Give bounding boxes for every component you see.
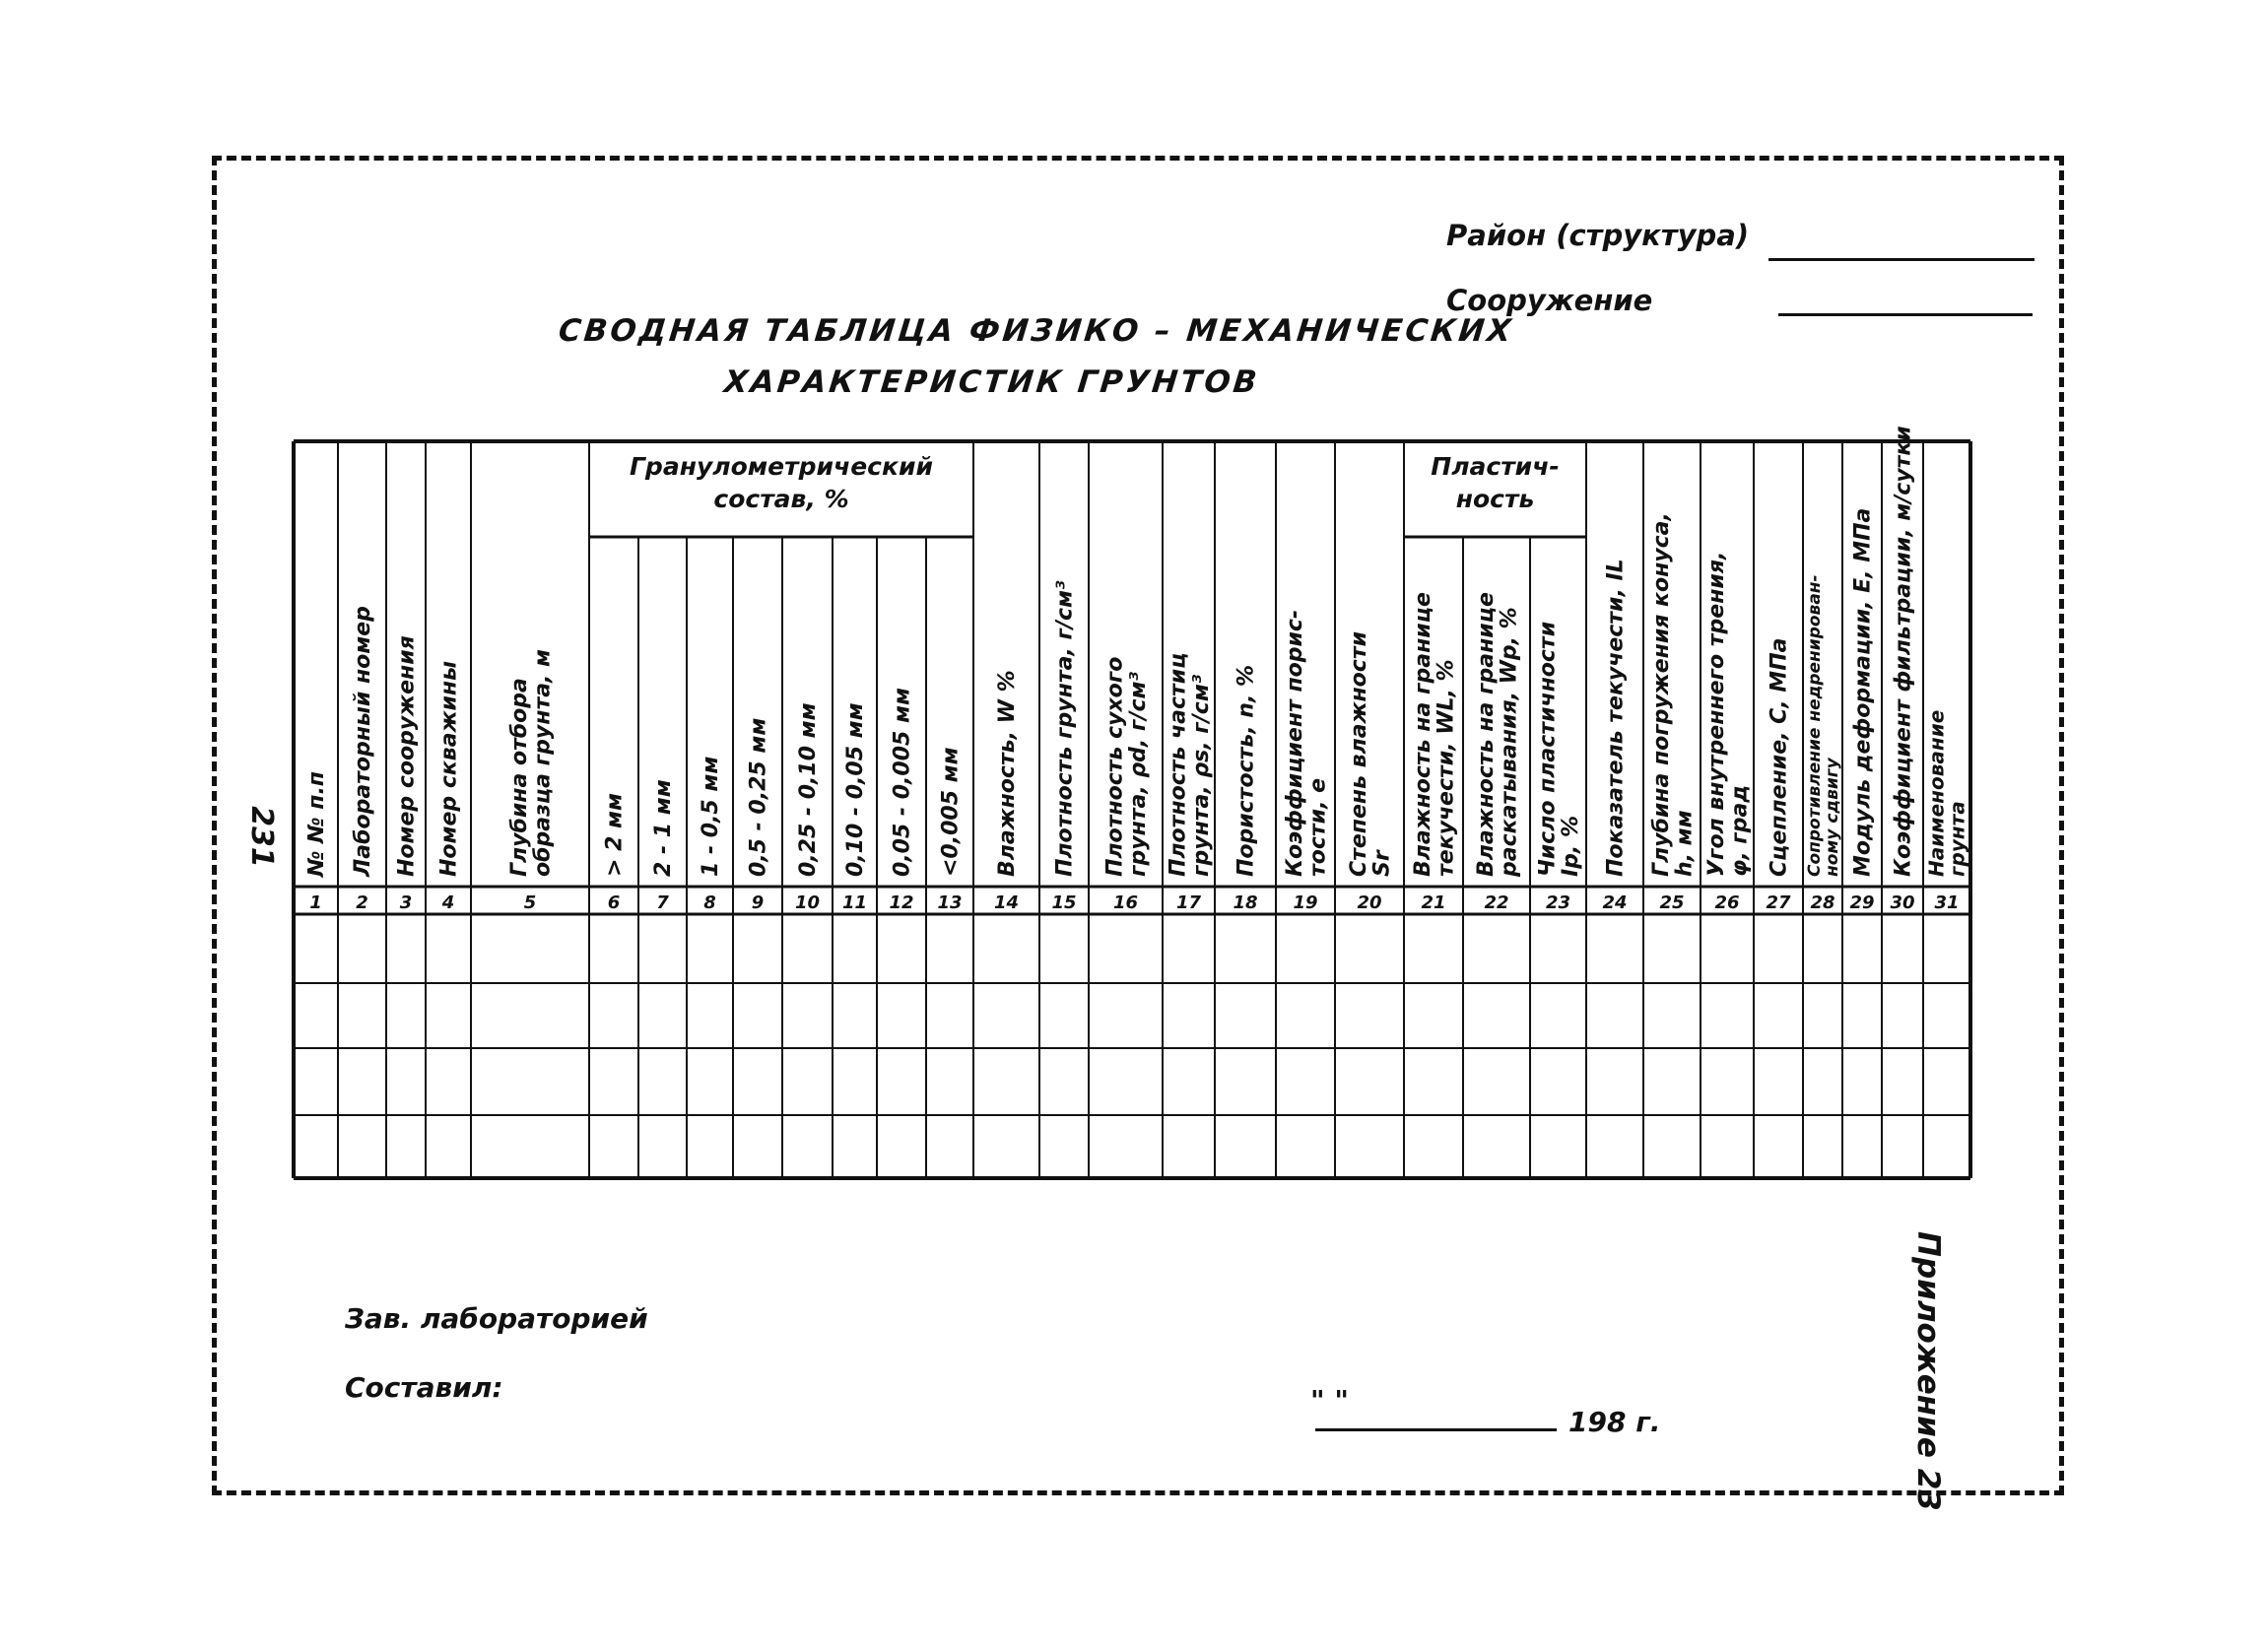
column-number-7: 7 xyxy=(656,892,669,913)
column-header-28-line2: ному сдвигу xyxy=(1822,758,1842,877)
column-number-31: 31 xyxy=(1934,892,1960,913)
column-header-15: Плотность грунта, г/см³ xyxy=(1052,580,1078,877)
column-header-31-line1: Наименование xyxy=(1924,709,1949,877)
column-header-23-line1: Число пластичности xyxy=(1535,621,1561,877)
column-header-19-line1: Коэффициент порис- xyxy=(1283,609,1308,877)
column-number-22: 22 xyxy=(1484,892,1509,913)
column-header-17-line1: Плотность частиц xyxy=(1166,652,1191,877)
column-header-26-line1: Угол внутреннего трения, xyxy=(1704,551,1730,877)
column-number-28: 28 xyxy=(1810,892,1835,913)
column-header-8: 1 - 0,5 мм xyxy=(699,756,724,877)
column-header-26-line2: φ, град xyxy=(1727,784,1753,877)
column-header-5-line1: Глубина отбора xyxy=(507,678,533,877)
column-header-22-line2: раскатывания, Wp, % xyxy=(1497,607,1522,877)
column-header-29: Модуль деформации, E, МПа xyxy=(1850,507,1876,877)
column-number-1: 1 xyxy=(309,892,322,913)
table-title-line1: СВОДНАЯ ТАБЛИЦА ФИЗИКО – МЕХАНИЧЕСКИХ xyxy=(557,313,1516,349)
compiled-label: Составил: xyxy=(345,1371,503,1404)
structure-label: Сооружение xyxy=(1446,284,1653,317)
plasticity-header-line1: Пластич- xyxy=(1431,452,1560,481)
granulometric-header-line1: Гранулометрический xyxy=(630,452,933,481)
table-title-line2: ХАРАКТЕРИСТИК ГРУНТОВ xyxy=(722,364,1262,400)
column-header-30: Коэффициент фильтрации, м/сутки xyxy=(1891,426,1916,877)
column-header-16-line1: Плотность сухого xyxy=(1102,656,1128,877)
column-number-13: 13 xyxy=(937,892,963,913)
column-header-4: Номер скважины xyxy=(436,661,462,877)
column-header-21-line1: Влажность на границе xyxy=(1411,592,1436,877)
district-label: Район (структура) xyxy=(1446,219,1750,252)
column-header-24: Показатель текучести, IL xyxy=(1603,559,1629,877)
column-header-28-line1: Сопротивление недренирован- xyxy=(1805,574,1826,877)
granulometric-header-line2: состав, % xyxy=(713,485,849,513)
column-header-25-line1: Глубина погружения конуса, xyxy=(1649,512,1675,877)
column-number-5: 5 xyxy=(523,892,537,913)
column-number-24: 24 xyxy=(1602,892,1628,913)
column-header-11: 0,10 - 0,05 мм xyxy=(843,702,869,877)
column-number-12: 12 xyxy=(889,892,914,913)
column-header-6: > 2 мм xyxy=(602,792,628,877)
head-lab-label: Зав. лабораторией xyxy=(345,1302,648,1335)
column-header-16-line2: грунта, ρd, г/см³ xyxy=(1125,671,1151,877)
column-header-3: Номер сооружения xyxy=(394,635,420,877)
column-number-16: 16 xyxy=(1112,892,1139,913)
column-number-6: 6 xyxy=(607,892,621,913)
column-number-8: 8 xyxy=(703,892,716,913)
column-header-19-line2: тости, e xyxy=(1305,777,1331,877)
page-number: 231 xyxy=(243,806,279,868)
column-number-29: 29 xyxy=(1849,892,1875,913)
column-header-20-line1: Степень влажности xyxy=(1347,630,1372,877)
column-number-11: 11 xyxy=(841,892,868,913)
column-header-27: Сцепление, C, МПа xyxy=(1767,637,1792,877)
column-header-12: 0,05 - 0,005 мм xyxy=(890,688,915,877)
column-header-31-line2: грунта xyxy=(1945,801,1969,877)
column-number-17: 17 xyxy=(1175,892,1202,913)
column-header-23-line2: Ip, % xyxy=(1558,816,1583,877)
column-header-7: 2 - 1 мм xyxy=(651,779,677,877)
column-number-25: 25 xyxy=(1659,892,1685,913)
column-header-17-line2: грунта, ρs, г/см³ xyxy=(1188,674,1214,877)
column-number-23: 23 xyxy=(1545,892,1571,913)
plasticity-header-line2: ность xyxy=(1455,485,1535,513)
column-header-13: <0,005 мм xyxy=(938,747,964,877)
column-header-9: 0,5 - 0,25 мм xyxy=(746,717,771,877)
date-quotes: " " xyxy=(1310,1384,1349,1417)
column-header-2: Лабораторный номер xyxy=(351,606,376,877)
column-number-15: 15 xyxy=(1051,892,1077,913)
column-number-9: 9 xyxy=(751,892,765,913)
date-year: 198 г. xyxy=(1568,1406,1661,1438)
column-number-4: 4 xyxy=(441,892,455,913)
column-number-2: 2 xyxy=(356,892,368,913)
column-number-26: 26 xyxy=(1714,892,1740,913)
column-header-25-line2: h, мм xyxy=(1672,810,1698,877)
column-header-1: № № п.п xyxy=(304,770,330,877)
column-header-21-line2: текучести, WL, % xyxy=(1434,659,1459,877)
column-number-3: 3 xyxy=(399,892,413,913)
column-number-18: 18 xyxy=(1233,892,1258,913)
column-number-21: 21 xyxy=(1421,892,1446,913)
column-header-18: Пористость, n, % xyxy=(1234,664,1259,877)
column-number-30: 30 xyxy=(1890,892,1915,913)
column-number-27: 27 xyxy=(1766,892,1791,913)
column-header-10: 0,25 - 0,10 мм xyxy=(796,702,822,877)
column-header-14: Влажность, W % xyxy=(995,670,1021,877)
column-number-19: 19 xyxy=(1293,892,1318,913)
column-header-22-line1: Влажность на границе xyxy=(1474,592,1500,877)
column-header-5-line2: образца грунта, м xyxy=(530,648,556,877)
column-header-20-line2: Sr xyxy=(1369,850,1395,877)
column-number-20: 20 xyxy=(1357,892,1382,913)
appendix-label: Приложение 23 xyxy=(1910,1231,1946,1511)
column-number-10: 10 xyxy=(794,892,821,913)
date-line xyxy=(1315,1428,1557,1431)
column-number-14: 14 xyxy=(993,892,1020,913)
